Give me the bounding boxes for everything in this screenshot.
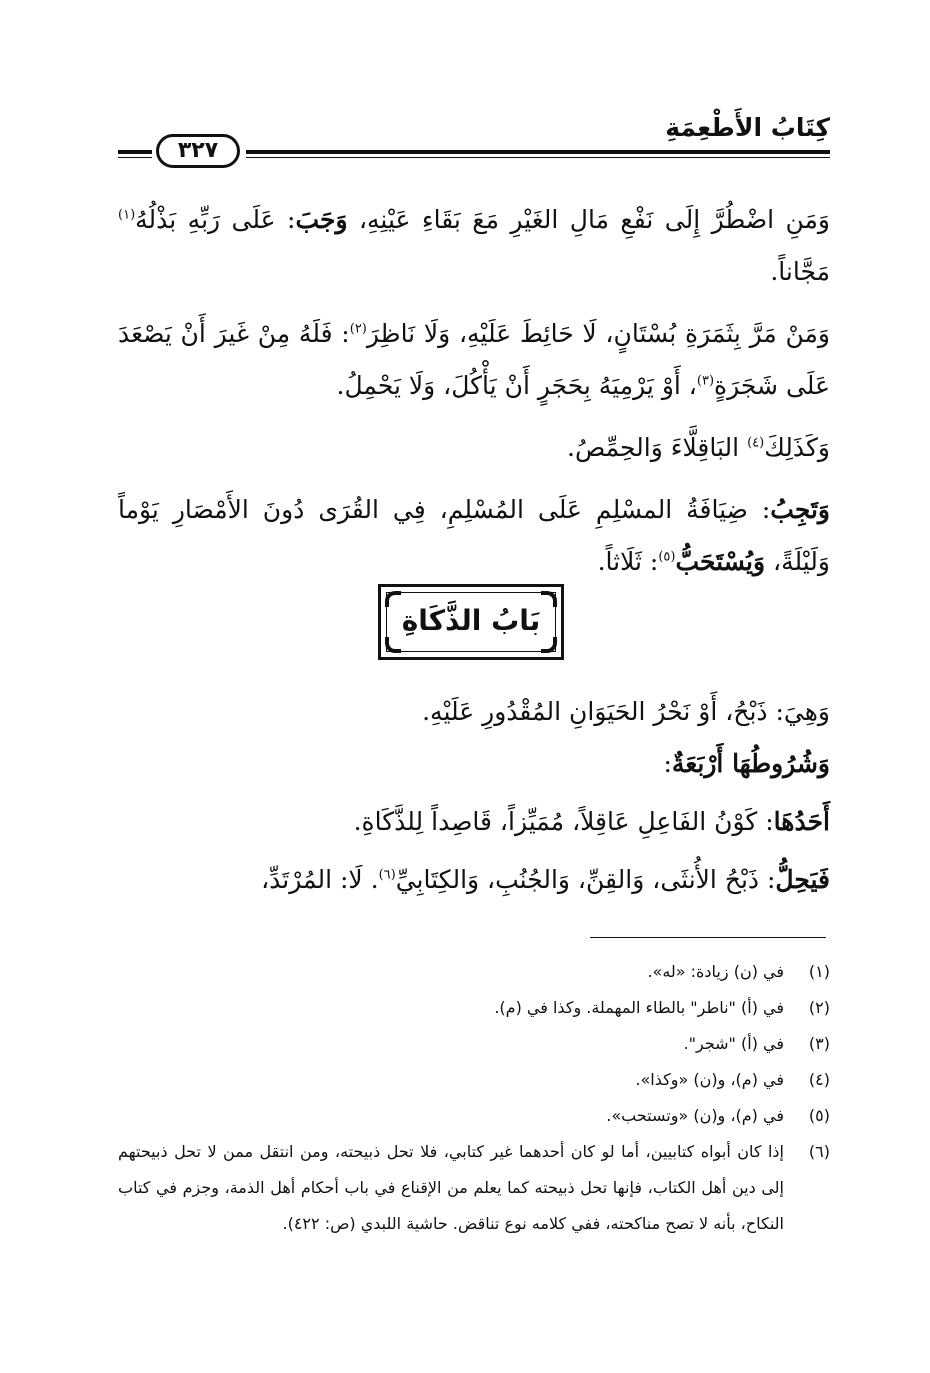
footnote-item <box>118 1134 830 1242</box>
paragraph-7 <box>118 796 830 848</box>
text-run: : ثَلَاثاً. <box>597 547 659 576</box>
paragraph-1 <box>118 194 830 298</box>
text-run: مَجَّاناً. <box>770 257 830 286</box>
bold-keyword: وَجَبَ <box>295 205 348 234</box>
text-run: : ذَبْحُ الأُنثَى، وَالقِنِّ، وَالجُنُبِ، وَالكِتَابِيِّ <box>395 865 776 894</box>
footnote-number: (٦) <box>808 1142 830 1161</box>
footnotes <box>118 954 830 1242</box>
text-run: وَمَنْ مَرَّ بِثَمَرَةِ بُسْتَانٍ، لَا حَائِطَ عَلَيْهِ، وَلَا نَاظِرَ <box>366 319 831 348</box>
text-run: : كَوْنُ الفَاعِلِ عَاقِلاً، مُمَيِّزاً، قَاصِداً لِلذَّكَاةِ. <box>353 807 774 836</box>
paragraph-8 <box>118 854 830 906</box>
paragraph-2 <box>118 308 830 412</box>
bold-keyword: وَتَجِبُ <box>770 495 830 524</box>
text-run: . لَا: المُرْتَدِّ، <box>261 865 379 894</box>
paragraph-3 <box>118 422 830 474</box>
footnote-number: (٣) <box>808 1034 830 1053</box>
bold-keyword: أَحَدُهَا <box>773 807 830 836</box>
footnote-item <box>118 1062 830 1098</box>
paragraph-5: وَهِيَ: ذَبْحُ، أَوْ نَحْرُ الحَيَوَانِ المُقْدُورِ عَلَيْهِ. <box>422 697 830 726</box>
footnote-text: في (م)، و(ن) «وكذا». <box>635 1070 784 1089</box>
footnote-text: في (أ) "شجر". <box>683 1034 784 1053</box>
footnote-item <box>118 1098 830 1134</box>
footnote-number: (٤) <box>808 1070 830 1089</box>
footnote-item <box>118 990 830 1026</box>
footnote-item <box>118 1026 830 1062</box>
text-run: البَاقِلَّاءَ وَالحِمِّصُ. <box>567 433 748 462</box>
main-text-upper <box>118 194 830 598</box>
footnote-number: (٥) <box>808 1106 830 1125</box>
footnote-text: في (م)، و(ن) «وتستحب». <box>606 1106 784 1125</box>
footnote-ref: (٦) <box>378 867 396 883</box>
text-run: : ضِيَافَةُ المسْلِمِ عَلَى المُسْلِمِ، فِي القُرَى دُونَ الأَمْصَارِ يَوْماً وَلَيْلَةً، <box>118 495 830 576</box>
footnote-text: إذا كان أبواه كتابيين، أما لو كان أحدهما غير كتابي، فلا تحل ذبيحته، ومن انتقل ممن لا تحل ذبيحتهم إلى دين أهل الكتاب، فإنها تحل ذبيحته كما يعلم من الإقناع في باب أحكام أهل الذمة، وجزم في كتاب النكاح، بأنه لا تصح مناكحته، ففي كلامه نوع تناقض. حاشية اللبدي (ص: ٤٢٢). <box>118 1142 784 1233</box>
bold-keyword: وَيُسْتَحَبُّ <box>675 547 766 576</box>
footnote-ref: (٤) <box>747 435 765 451</box>
footnote-ref: (٣) <box>696 373 715 389</box>
chapter-title: بَابُ الذَّكَاةِ <box>401 604 541 637</box>
main-text-lower <box>118 686 830 916</box>
text-run: : <box>663 749 672 778</box>
paragraph-4 <box>118 484 830 588</box>
paragraph-6 <box>118 738 830 790</box>
text-run: ، أَوْ يَرْمِيَهُ بِحَجَرٍ أَنْ يَأْكُلَ، وَلَا يَحْمِلُ. <box>336 371 697 400</box>
chapter-heading-box <box>378 584 564 660</box>
footnote-item <box>118 954 830 990</box>
bold-keyword: فَيَحِلُّ <box>775 865 830 894</box>
running-title: كِتَابُ الأَطْعِمَةِ <box>665 113 830 142</box>
footnote-text: في (أ) "ناطر" بالطاء المهملة. وكذا في (م). <box>494 998 784 1017</box>
text-run: وَكَذَلِكَ <box>764 433 830 462</box>
footnote-ref: (١) <box>118 207 136 223</box>
text-run: : عَلَى رَبِّهِ بَذْلُهُ <box>135 205 296 234</box>
header-rule-right <box>246 150 830 154</box>
footnote-separator <box>590 937 826 938</box>
footnote-ref: (٥) <box>658 549 676 565</box>
text-run: وَمَنِ اضْطُرَّ إِلَى نَفْعِ مَالِ الغَيْرِ مَعَ بَقَاءِ عَيْنِهِ، <box>347 205 830 234</box>
header-rule-left <box>118 150 152 154</box>
footnote-number: (٢) <box>808 998 830 1017</box>
footnote-ref: (٢) <box>349 321 367 337</box>
page-number: ٣٢٧ <box>156 134 240 168</box>
footnote-number: (١) <box>808 962 830 981</box>
page-header <box>118 112 830 172</box>
footnote-text: في (ن) زيادة: «له». <box>647 962 784 981</box>
bold-keyword: وَشُرُوطُهَا أَرْبَعَةٌ <box>671 749 830 778</box>
text-run: : فَلَهُ مِنْ غَيرَ أَنْ يَصْعَدَ عَلَى شَجَرَةٍ <box>118 319 830 400</box>
